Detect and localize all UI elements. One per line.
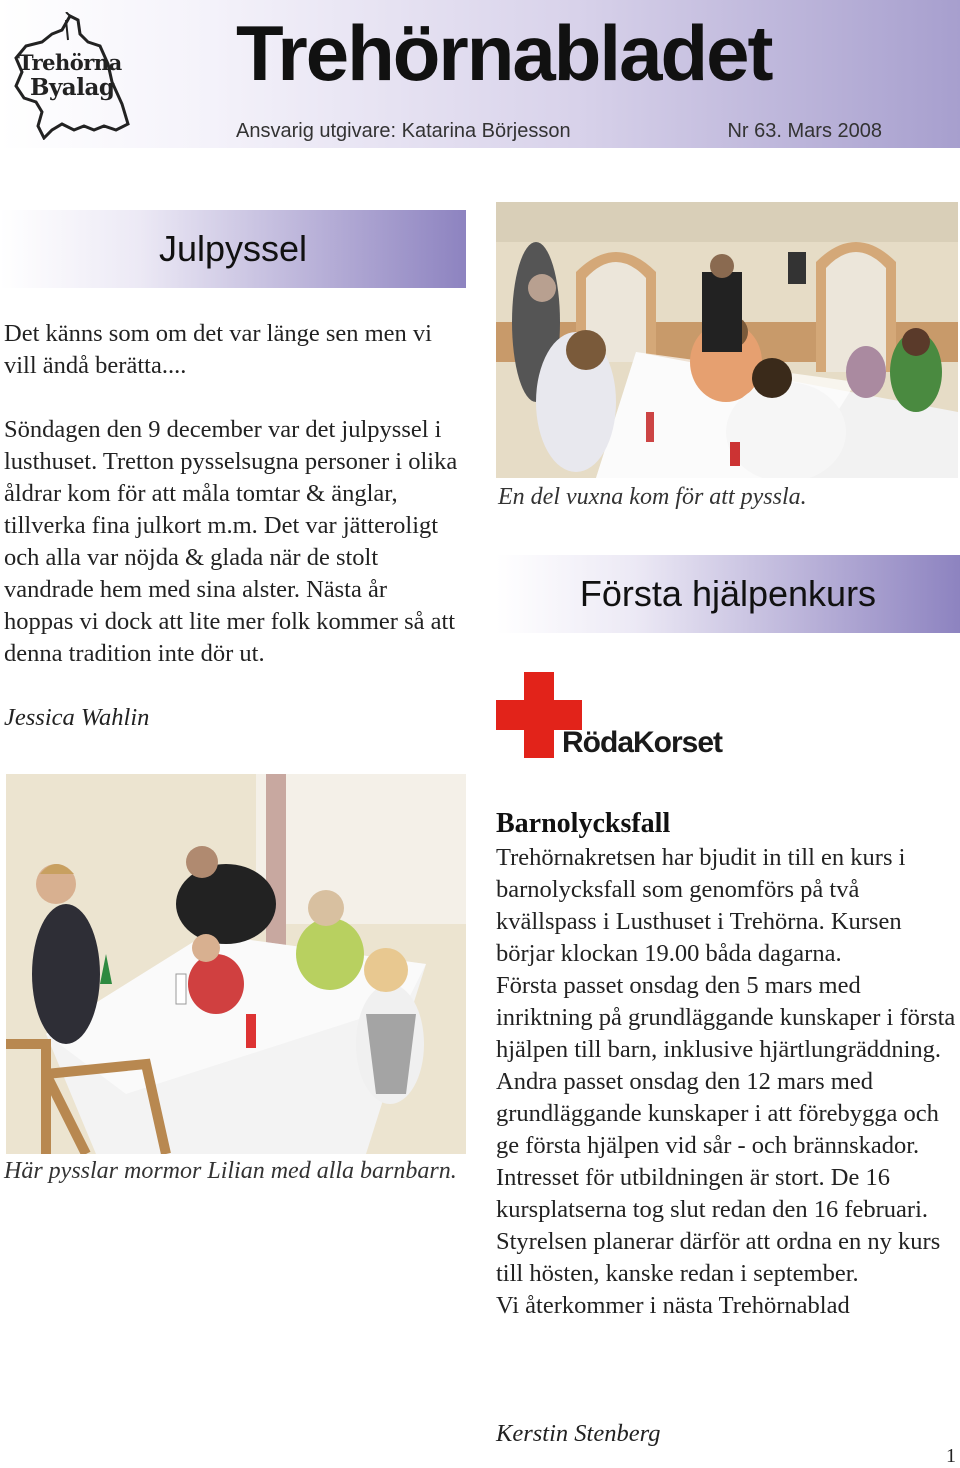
julpyssel-intro: [4, 318, 460, 382]
roda-korset-logo: [496, 672, 728, 762]
article-subheading: Barnolycksfall: [496, 808, 671, 839]
kurs-author: Kerstin Stenberg: [496, 1420, 661, 1447]
issue-number: Nr 63. Mars 2008: [727, 120, 882, 142]
section-heading-julpyssel: Julpyssel: [0, 210, 466, 288]
byalag-logo: [8, 12, 134, 140]
kurs-paragraph-1: Trehörnakretsen har bjudit in till en kurs i barnolycksfall som genomförs på två kvällspass i Lusthuset i Trehörna. Kursen börjar klockan 19.00 båda dagarna.: [496, 844, 906, 967]
photo-top-caption: En del vuxna kom för att pyssla.: [498, 484, 807, 510]
page-number: 1: [946, 1445, 956, 1467]
section-heading-forsta-hjalpenkurs: Första hjälpenkurs: [496, 555, 960, 633]
kurs-paragraph-4: Intresset för utbildningen är stort. De 16 kursplatserna tog slut redan den 16 februari. Styrelsen planerar därför att ordna en ny kurs till hösten, kanske redan i september.: [496, 1164, 941, 1287]
masthead: [0, 0, 960, 148]
photo-grandchildren: [6, 774, 466, 1154]
kurs-paragraph-2: Första passet onsdag den 5 mars med inriktning på grundläggande kunskaper i första hjälpen till barn, inklusive hjärtlungräddning.: [496, 972, 956, 1063]
photo-adults-crafting: [496, 202, 958, 478]
kurs-paragraph-5: Vi återkommer i nästa Trehörnablad: [496, 1292, 850, 1319]
kurs-paragraph-3: Andra passet onsdag den 12 mars med grundläggande kunskaper i att förebygga och ge första hjälpen vid sår - och brännskador.: [496, 1068, 939, 1159]
roda-korset-text: RödaKorset: [562, 726, 723, 759]
newsletter-title: Trehörnabladet: [236, 9, 772, 97]
logo-line2: Byalag: [30, 74, 115, 101]
julpyssel-author: Jessica Wahlin: [4, 704, 150, 731]
kurs-body: [496, 842, 958, 1322]
logo-line1: Trehörna: [18, 50, 122, 75]
body-paragraph: Söndagen den 9 december var det julpyssel i lusthuset. Tretton pysselsugna personer i olika åldrar kom för att måla tomtar & änglar, tillverka fina julkort m.m. Det var jätteroligt och alla var nöjda & glada när de stolt vandrade hem med sina alster. Nästa år hoppas vi dock att lite mer folk kommer så att denna tradition inte dör ut.: [4, 416, 458, 667]
julpyssel-body: [4, 414, 460, 670]
intro-paragraph: Det känns som om det var länge sen men vi vill ändå berätta....: [4, 320, 432, 379]
publisher-line: Ansvarig utgivare: Katarina Börjesson: [236, 120, 571, 142]
photo-bottom-caption: Här pysslar mormor Lilian med alla barnbarn.: [4, 1158, 457, 1184]
